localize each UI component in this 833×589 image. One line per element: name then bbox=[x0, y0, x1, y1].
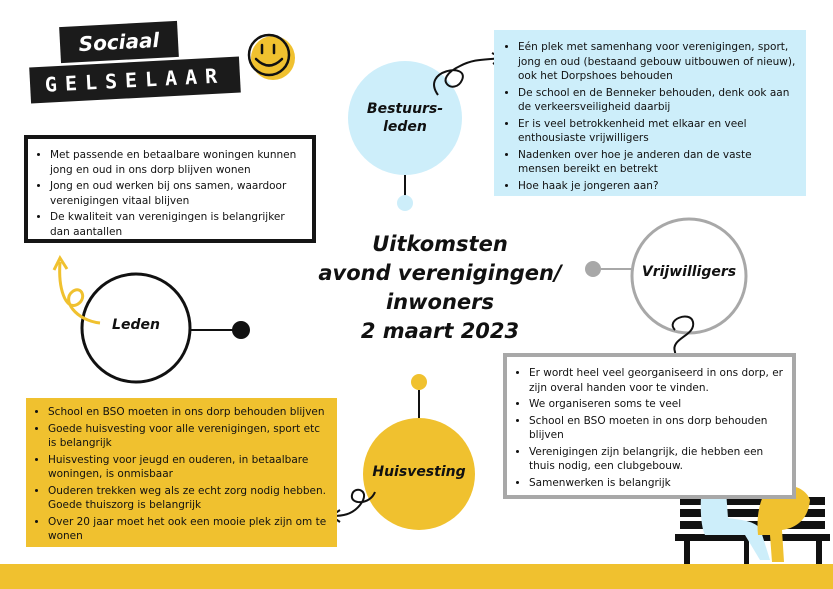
huisvesting-label: Huisvesting bbox=[372, 464, 466, 480]
list-item: • Over 20 jaar moet het ook een mooie plek zijn om te wonen bbox=[48, 515, 331, 544]
leden-dot bbox=[232, 321, 250, 339]
page-title bbox=[300, 230, 580, 346]
list-item: • We organiseren soms te veel bbox=[529, 397, 784, 412]
title-line3: inwoners bbox=[385, 290, 495, 314]
list-item: • Er is veel betrokkenheid met elkaar en veel enthousiaste vrijwilligers bbox=[518, 117, 796, 146]
bestuursleden-dot bbox=[397, 195, 413, 211]
list-item: • Nadenken over hoe je anderen dan de vaste mensen bereikt en betrekt bbox=[518, 148, 796, 177]
title-line2: avond verenigingen/ bbox=[318, 261, 562, 285]
bestuursleden-label-line1: Bestuurs- bbox=[366, 101, 444, 117]
huisvesting-dot bbox=[411, 374, 427, 390]
bestuursleden-label-line2: leden bbox=[383, 119, 427, 135]
huisvesting-list bbox=[30, 405, 331, 544]
bestuursleden-box bbox=[494, 30, 806, 196]
list-item: • Goede huisvesting voor alle verenigingen, sport etc is belangrijk bbox=[48, 422, 331, 451]
list-item: • De school en de Benneker behouden, denk ook aan de verkeersveiligheid daarbij bbox=[518, 86, 796, 115]
list-item: • Huisvesting voor jeugd en ouderen, in betaalbare woningen, is onmisbaar bbox=[48, 453, 331, 482]
title-line1: Uitkomsten bbox=[372, 232, 508, 256]
vrijwilligers-label: Vrijwilligers bbox=[641, 264, 737, 280]
list-item: • Samenwerken is belangrijk bbox=[529, 476, 784, 491]
vrijwilligers-box bbox=[503, 353, 796, 499]
leden-box bbox=[24, 135, 316, 243]
bestuursleden-label bbox=[355, 100, 455, 136]
list-item: • Hoe haak je jongeren aan? bbox=[518, 179, 796, 194]
list-item: • Met passende en betaalbare woningen kunnen jong en oud in ons dorp blijven wonen bbox=[50, 148, 304, 177]
list-item: • Ouderen trekken weg als ze echt zorg nodig hebben. Goede thuiszorg is belangrijk bbox=[48, 484, 331, 513]
title-line4: 2 maart 2023 bbox=[360, 319, 520, 343]
bottom-bar bbox=[0, 564, 833, 589]
list-item: • Eén plek met samenhang voor verenigingen, sport, jong en oud (bestaand gebouw uitbouwen of nieuw), ook het Dorpshoes behouden bbox=[518, 40, 796, 84]
list-item: • Jong en oud werken bij ons samen, waardoor verenigingen vitaal blijven bbox=[50, 179, 304, 208]
list-item: • School en BSO moeten in ons dorp behouden blijven bbox=[48, 405, 331, 420]
list-item: • Er wordt heel veel georganiseerd in ons dorp, er zijn overal handen voor te vinden. bbox=[529, 366, 784, 395]
list-item: • School en BSO moeten in ons dorp behouden blijven bbox=[529, 414, 784, 443]
logo-line2: GELSELAAR bbox=[44, 63, 226, 97]
huisvesting-box bbox=[26, 398, 337, 547]
bestuursleden-list bbox=[500, 40, 796, 193]
vrijwilligers-list bbox=[511, 366, 784, 490]
logo-line1: Sociaal bbox=[78, 27, 160, 57]
vrijwilligers-dot bbox=[585, 261, 601, 277]
list-item: • De kwaliteit van verenigingen is belangrijker dan aantallen bbox=[50, 210, 304, 239]
leden-label: Leden bbox=[112, 317, 160, 333]
list-item: • Verenigingen zijn belangrijk, die hebben een thuis nodig, een clubgebouw. bbox=[529, 445, 784, 474]
leden-list bbox=[32, 148, 304, 239]
